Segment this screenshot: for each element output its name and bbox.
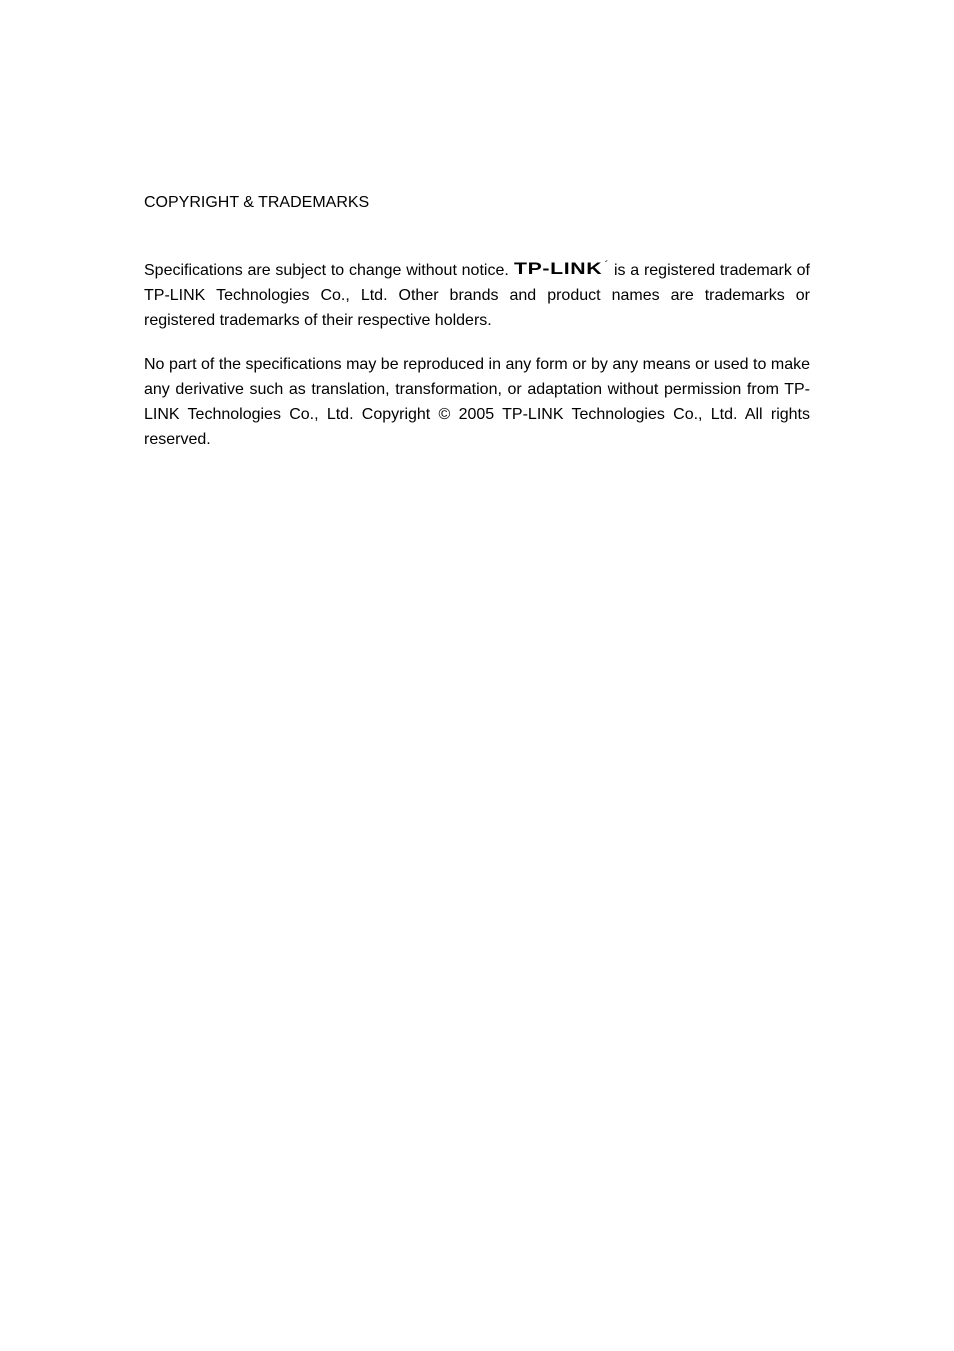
tp-link-logo-mark: ´	[604, 260, 610, 271]
tp-link-logo-text: TP-LINK	[513, 259, 602, 278]
tp-link-logo	[514, 253, 609, 281]
copyright-paragraph: No part of the specifications may be reproduced in any form or by any means or used to make any derivative such as translation, transformation, or adaptation without permission from TP-LINK Technologies Co., Ltd. Copyright © 2005 TP-LINK Technologies Co., Ltd. All rights reserved.	[144, 356, 810, 448]
trademark-text-after-logo: is a registered trademark of TP-LINK Technologies Co., Ltd. Other brands and product names are trademarks or registered trademarks of their respective holders.	[144, 262, 810, 329]
trademark-paragraph	[144, 253, 810, 333]
trademark-text-before-logo: Specifications are subject to change without notice.	[144, 262, 509, 279]
section-heading: COPYRIGHT & TRADEMARKS	[144, 194, 370, 211]
